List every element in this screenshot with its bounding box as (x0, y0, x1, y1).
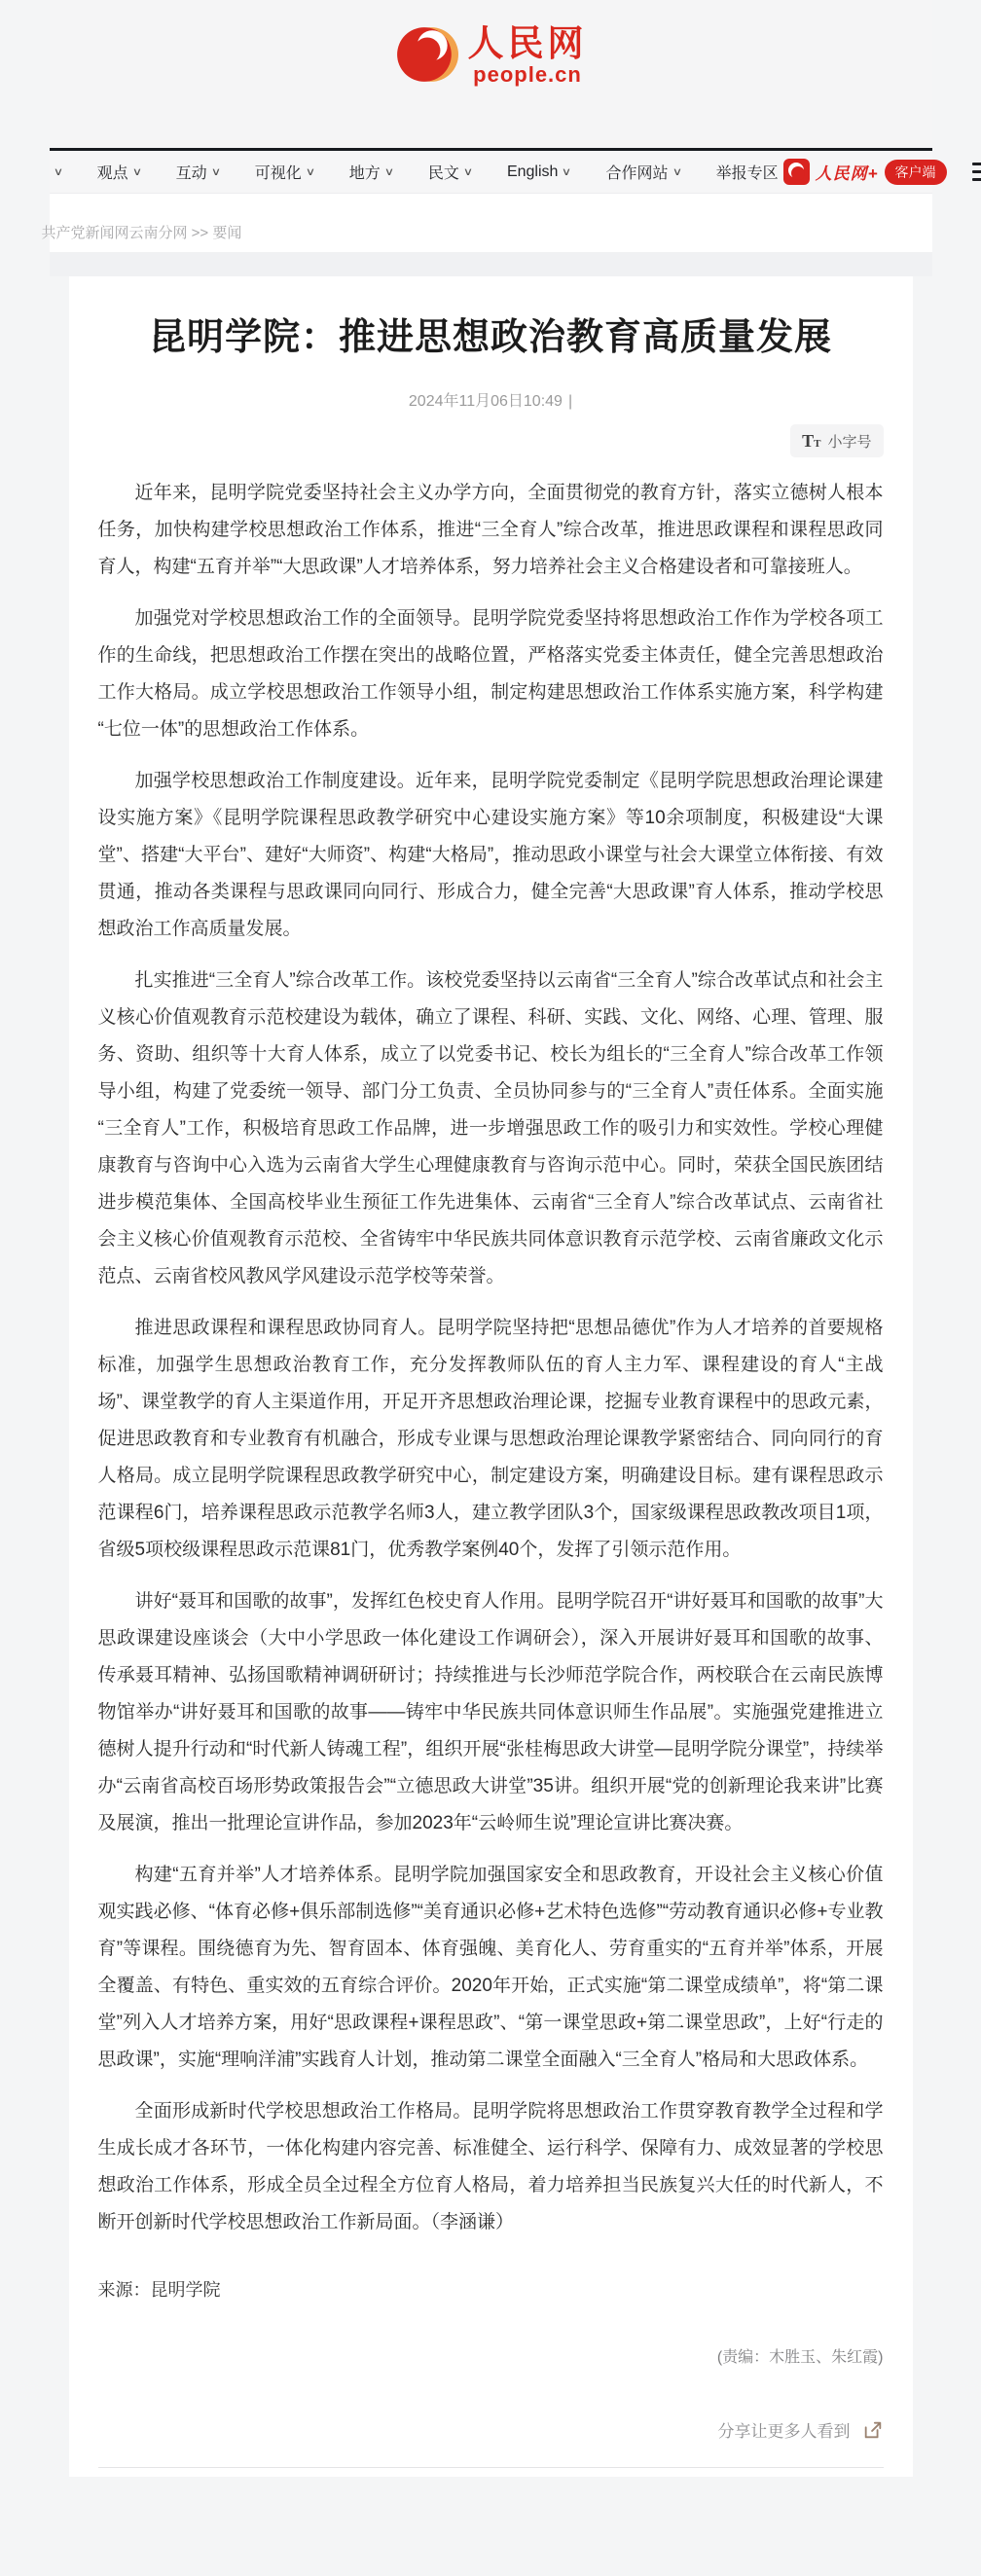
page-title: 昆明学院：推进思想政治教育高质量发展 (148, 317, 832, 358)
nav-right (783, 159, 981, 185)
nav-item-label: English (506, 163, 559, 180)
article-paragraph: 推进思政课程和课程思政协同育人。昆明学院坚持把“思想品德优”作为人才培养的首要规格标准，加强学生思想政治教育工作，充分发挥教师队伍的育人主力军、课程建设的育人“主战场”、课堂教学的育人主渠道作用，开足开齐思想政治理论课，挖掘专业教育课程中的思政元素，促进思政教育和专业教育有机融合，形成专业课与思想政治理论课教学紧密结合、同向同行的育人格局。成立昆明学院课程思政教学研究中心，制定建设方案，明确建设目标。建有课程思政示范课程6门，培养课程思政示范教学名师3人，建立教学团队3个，国家级课程思政教改项目1项，省级5项校级课程思政示范课81门，优秀教学案例40个，发挥了引领示范作用。 (97, 1318, 884, 1561)
chevron-down-icon: ∨ (562, 166, 572, 178)
main-nav (50, 151, 936, 194)
font-size-icon: TT (802, 431, 821, 452)
page (41, 0, 936, 2477)
chevron-down-icon: ∨ (210, 166, 221, 178)
nav-item[interactable] (507, 163, 571, 181)
menu-icon[interactable] (972, 163, 981, 181)
site-name: 人民网 (467, 22, 588, 63)
nav-items (50, 161, 783, 183)
chevron-down-icon: ∨ (53, 166, 63, 178)
article-source: 来源：昆明学院 (97, 2280, 221, 2301)
nav-item-label: 民文 (427, 165, 459, 182)
breadcrumb-bar (41, 194, 932, 252)
nav-item[interactable] (606, 161, 681, 183)
nav-item[interactable] (255, 161, 314, 183)
nav-item-label: 可视化 (254, 165, 302, 182)
chevron-down-icon: ∨ (383, 166, 395, 178)
breadcrumb[interactable]: 共产党新闻网云南分网 >> 要闻 (41, 225, 242, 241)
nav-item[interactable] (349, 161, 393, 183)
article-paragraph: 加强学校思想政治工作制度建设。近年来，昆明学院党委制定《昆明学院思想政治理论课建设实施方案》《昆明学院课程思政教学研究中心建设实施方案》等10余项制度，积极建设“大课堂”、搭建“大平台”、建好“大师资”、构建“大格局”，推动思政小课堂与社会大课堂立体衔接、有效贯通，推动各类课程与思政课同向同行、形成合力，健全完善“大思政课”育人体系，推动学校思想政治工作高质量发展。 (97, 771, 884, 940)
nav-item[interactable] (50, 165, 62, 178)
nav-item[interactable] (97, 161, 141, 183)
share-row (98, 2417, 884, 2442)
nav-item[interactable] (716, 161, 783, 183)
article-paragraph: 加强党对学校思想政治工作的全面领导。昆明学院党委坚持将思想政治工作作为学校各项工作的生命线，把思想政治工作摆在突出的战略位置，严格落实党委主体责任，健全完善思想政治工作大格局。成立学校思想政治工作领导小组，制定构建思想政治工作体系实施方案，科学构建“七位一体”的思想政治工作体系。 (97, 608, 884, 741)
nav-item[interactable] (428, 161, 472, 183)
article-card (69, 276, 913, 2477)
article-paragraph: 构建“五育并举”人才培养体系。昆明学院加强国家安全和思政教育，开设社会主义核心价值观实践必修、“体育必修+俱乐部制选修”“美育通识必修+艺术特色选修”“劳动教育通识必修+专业教育”等课程。围绕德育为先、智育固本、体育强魄、美育化人、劳育重实的“五育并举”体系，开展全覆盖、有特色、重实效的五育综合评价。2020年开始，正式实施“第二课堂成绩单”，将“第二课堂”列入人才培养方案，用好“思政课程+课程思政”、“第一课堂思政+第二课堂思政”，上好“行走的思政课”，实施“理响洋浦”实践育人计划，推动第二课堂全面融入“三全育人”格局和大思政体系。 (97, 1865, 884, 2071)
chevron-down-icon: ∨ (305, 166, 316, 178)
share-label: 分享让更多人看到 (717, 2422, 851, 2442)
people-daily-logo-icon (394, 22, 458, 87)
share-icon[interactable] (862, 2419, 884, 2441)
article-body (98, 475, 884, 2241)
chevron-down-icon: ∨ (672, 166, 682, 178)
nav-item-label: 合作网站 (605, 165, 669, 182)
article-paragraph: 近年来，昆明学院党委坚持社会主义办学方向，全面贯彻党的教育方针，落实立德树人根本任务，加快构建学校思想政治工作体系，推进“三全育人”综合改革，推进思政课程和课程思政同育人，构建“五育并举”“大思政课”人才培养体系，努力培养社会主义合格建设者和可靠接班人。 (97, 483, 884, 578)
site-logo[interactable] (394, 22, 588, 88)
chevron-down-icon: ∨ (462, 166, 474, 178)
nav-item-label: 举报专区 (715, 165, 779, 182)
nav-item[interactable] (176, 161, 220, 183)
site-logo-text (468, 24, 588, 88)
nav-item-label: 地方 (348, 165, 381, 182)
people-app-badge[interactable] (783, 159, 947, 185)
site-domain: people.cn (473, 62, 582, 88)
nav-item-label: 观点 (96, 165, 128, 182)
editors-credit: (责编：木胜玉、朱红霞) (716, 2349, 884, 2367)
section-gap (50, 252, 932, 276)
article-paragraph: 讲好“聂耳和国歌的故事”，发挥红色校史育人作用。昆明学院召开“讲好聂耳和国歌的故事”大思政课建设座谈会（大中小学思政一体化建设工作调研会），深入开展讲好聂耳和国歌的故事、传承聂耳精神、弘扬国歌精神调研研讨；持续推进与长沙师范学院合作，两校联合在云南民族博物馆举办“讲好聂耳和国歌的故事——铸牢中华民族共同体意识师生作品展”。实施强党建推进立德树人提升行动和“时代新人铸魂工程”，组织开展“张桂梅思政大讲堂—昆明学院分课堂”，持续举办“云南省高校百场形势政策报告会”“立德思政大讲堂”35讲。组织开展“党的创新理论我来讲”比赛及展演，推出一批理论宣讲作品，参加2023年“云岭师生说”理论宣讲比赛决赛。 (97, 1591, 884, 1834)
app-client-pill[interactable]: 客户端 (885, 160, 947, 185)
article-toolbar (98, 424, 884, 457)
article-paragraph: 扎实推进“三全育人”综合改革工作。该校党委坚持以云南省“三全育人”综合改革试点和社会主义核心价值观教育示范校建设为载体，确立了课程、科研、实践、文化、网络、心理、管理、服务、资助、组织等十大育人体系，成立了以党委书记、校长为组长的“三全育人”综合改革工作领导小组，构建了党委统一领导、部门分工负责、全员协同参与的“三全育人”责任体系。全面实施“三全育人”工作，积极培育思政工作品牌，进一步增强思政工作的吸引力和实效性。学校心理健康教育与咨询中心入选为云南省大学生心理健康教育与咨询示范中心。同时，荣获全国民族团结进步模范集体、全国高校毕业生预征工作先进集体、云南省“三全育人”综合改革试点、云南省社会主义核心价值观教育示范校、全省铸牢中华民族共同体意识教育示范学校、云南省廉政文化示范点、云南省校风教风学风建设示范学校等荣誉。 (97, 970, 884, 1288)
nav-item-label: 互动 (175, 165, 207, 182)
people-plus-logo-icon (783, 159, 810, 185)
article-paragraph: 全面形成新时代学校思想政治工作格局。昆明学院将思想政治工作贯穿教育教学全过程和学生成长成才各环节，一体化构建内容完善、标准健全、运行科学、保障有力、成效显著的学校思想政治工作体系，形成全员全过程全方位育人格局，着力培养担当民族复兴大任的时代新人，不断开创新时代学校思想政治工作新局面。（李涵谦） (97, 2101, 884, 2233)
date-separator: | (567, 393, 573, 411)
dateline (98, 388, 884, 411)
site-header (50, 0, 932, 148)
font-size-button[interactable] (790, 424, 883, 457)
chevron-down-icon: ∨ (131, 166, 142, 178)
font-size-label: 小字号 (827, 433, 872, 451)
publish-date: 2024年11月06日10:49 (408, 393, 563, 411)
bottom-divider (98, 2467, 884, 2471)
people-plus-brand: 人民网+ (815, 164, 879, 183)
